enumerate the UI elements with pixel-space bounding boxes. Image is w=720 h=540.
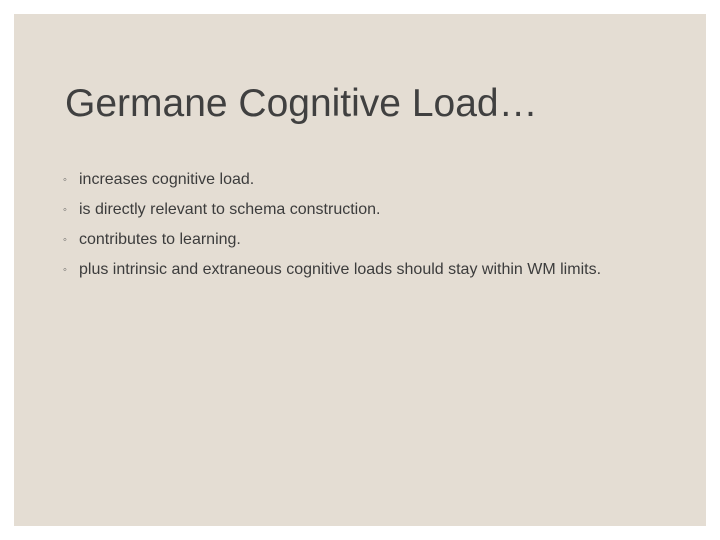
bullet-item: [63, 230, 653, 250]
bullet-text: contributes to learning.: [79, 231, 241, 248]
bullet-marker-icon: ◦: [63, 174, 67, 186]
bullet-item: [63, 200, 653, 220]
bullet-marker-icon: ◦: [63, 204, 67, 216]
bullet-marker-icon: ◦: [63, 264, 67, 276]
bullet-list: [63, 170, 653, 290]
slide: [14, 14, 706, 526]
bullet-item: [63, 170, 653, 190]
slide-title: Germane Cognitive Load…: [65, 82, 538, 125]
bullet-item: [63, 260, 653, 280]
bullet-text: plus intrinsic and extraneous cognitive loads should stay within WM limits.: [79, 261, 602, 278]
bullet-marker-icon: ◦: [63, 234, 67, 246]
bullet-text: is directly relevant to schema construction.: [79, 201, 381, 218]
bullet-text: increases cognitive load.: [79, 171, 255, 188]
